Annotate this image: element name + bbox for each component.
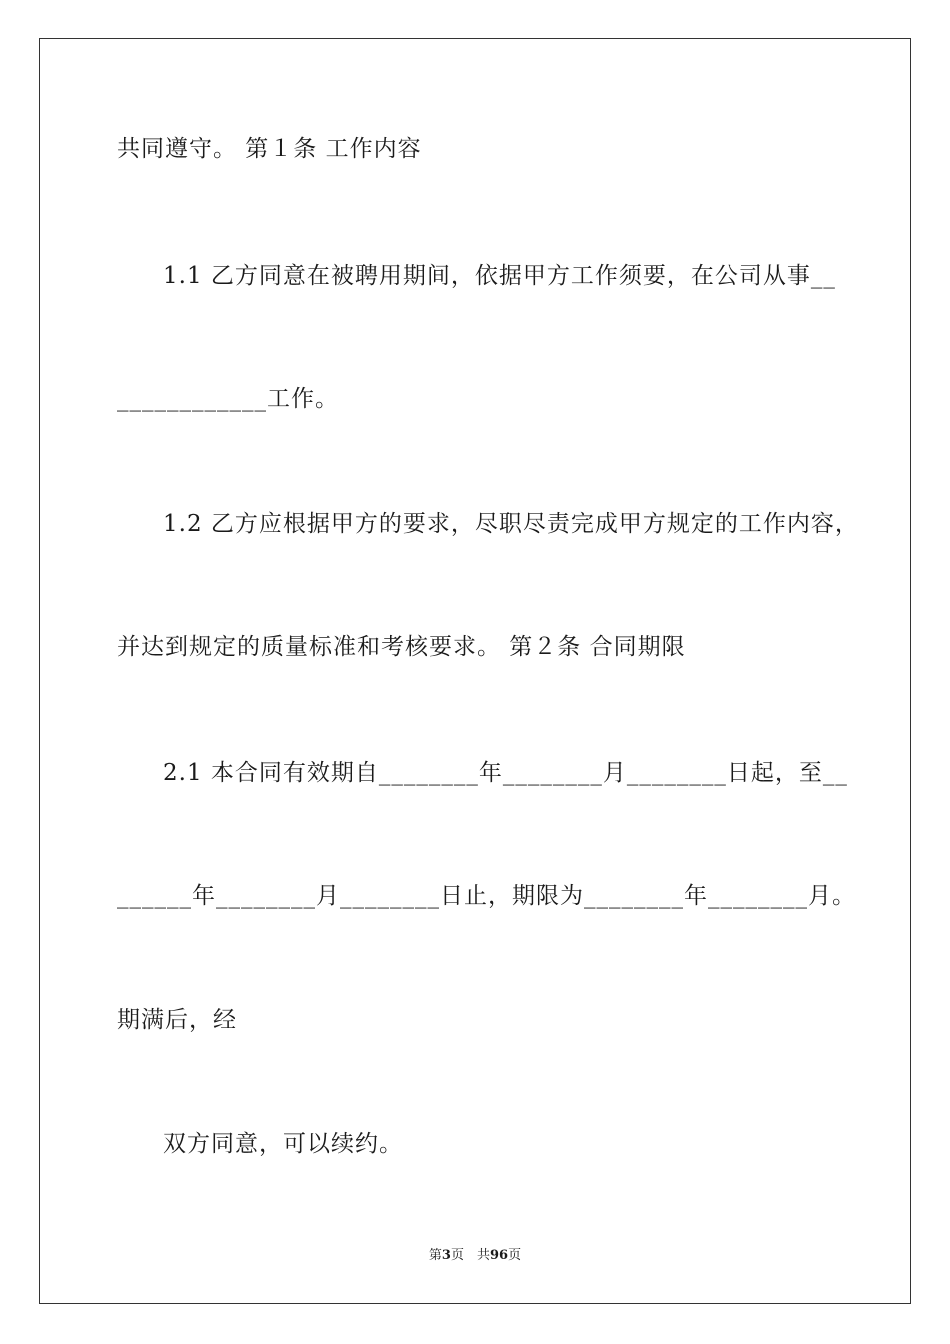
footer-total-suffix: 页 xyxy=(508,1248,522,1263)
text-line-1: 共同遵守。 第１条 工作内容 xyxy=(117,136,422,162)
text-line-4: 1.2 乙方应根据甲方的要求，尽职尽责完成甲方规定的工作内容， xyxy=(163,511,859,537)
text-line-5: 并达到规定的质量标准和考核要求。 第２条 合同期限 xyxy=(117,634,686,660)
page-footer xyxy=(0,1247,950,1265)
footer-page-total: 96 xyxy=(489,1248,509,1263)
footer-page-current: 3 xyxy=(441,1248,451,1263)
text-line-8: 期满后，经 xyxy=(117,1007,237,1033)
text-line-9: 双方同意，可以续约。 xyxy=(163,1131,403,1157)
text-line-2: 1.1 乙方同意在被聘用期间，依据甲方工作须要，在公司从事__ xyxy=(163,263,836,289)
text-line-7: ______年________月________日止，期限为________年________月。 xyxy=(117,883,856,909)
footer-page-suffix: 页 xyxy=(450,1248,464,1263)
page-frame xyxy=(39,38,911,1304)
text-line-3: ____________工作。 xyxy=(117,386,339,412)
text-line-6: 2.1 本合同有效期自________年________月________日起，至__ xyxy=(163,760,848,786)
footer-total-prefix: 共 xyxy=(476,1248,490,1263)
footer-page-prefix: 第 xyxy=(428,1248,442,1263)
